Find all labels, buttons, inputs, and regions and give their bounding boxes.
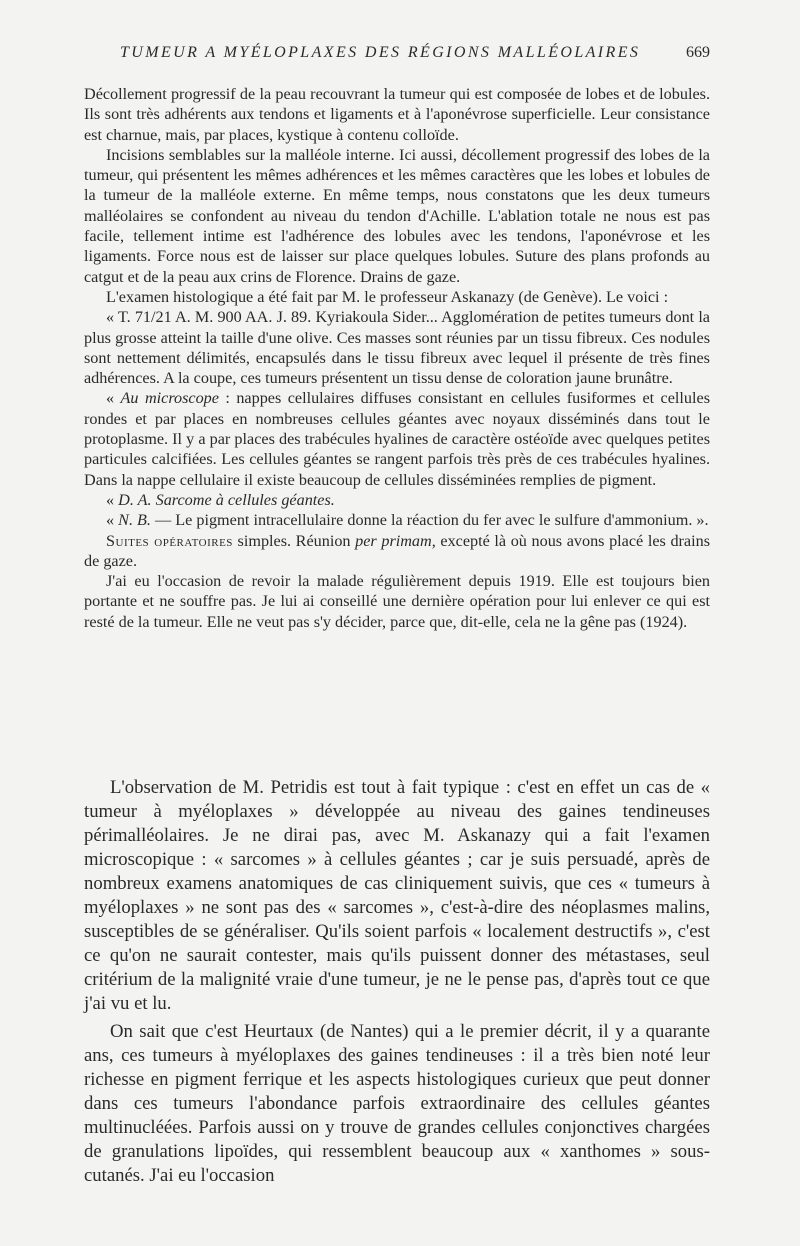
histology-quote — [84, 388, 710, 489]
histology-quote — [84, 490, 710, 510]
case-paragraph: L'examen histologique a été fait par M. le professeur Askanazy (de Genève). Le voici : — [106, 287, 669, 306]
quote-text: — Le pigment intracellulaire donne la réaction du fer avec le sulfure d'ammonium. ». — [150, 511, 709, 530]
discussion-paragraph: L'observation de M. Petridis est tout à fait typique : c'est en effet un cas de « tumeur à myéloplaxes » développée au niveau des gaines tendineuses périmalléolaires. Je ne dirai pas, avec M. Askanazy qui a fait l'examen microscopique : « sarcomes » à cellules géantes ; car je suis persuadé, après de nombreux examens anatomiques de cas cliniquement suivis, que ces « tumeurs à myéloplaxes » ne sont pas des « sarcomes », c'est-à-dire des néoplasmes malins, susceptibles de se généraliser. Qu'ils soient parfois « localement destructifs », c'est ce qu'on ne saurait contester, mais qu'ils puissent donner des métastases, seul critérium de la malignité vraie d'une tumeur, je ne le pense pas, d'après tout ce que j'ai vu et lu. — [84, 777, 710, 1014]
case-report-text — [84, 84, 710, 632]
italic-term: Au microscope — [120, 389, 219, 408]
discussion-paragraph: On sait que c'est Heurtaux (de Nantes) qui a le premier décrit, il y a quarante ans, ces tumeurs à myéloplaxes des gaines tendineuses : il a très bien noté leur richesse en pigment ferrique et les aspects histologiques curieux que peut donner dans ces tumeurs l'abondance parfois extraordinaire des cellules géantes multinucléées. Parfois aussi on y trouve de grandes cellules conjonctives chargées de granulations lipoïdes, qui ressemblent beaucoup aux « xanthomes » sous-cutanés. J'ai eu l'occasion — [84, 1021, 710, 1186]
smallcaps-heading: Suites opératoires — [106, 531, 233, 550]
paragraph-text: excepté là où nous avons placé les drains de gaze. — [84, 531, 711, 570]
case-paragraph: Incisions semblables sur la malléole interne. Ici aussi, décollement progressif des lobes de la tumeur, qui présentent les mêmes adhérences et les mêmes caractères que les lobes et lobules de la tumeur de la malléole externe. En même temps, nous constatons que les deux tumeurs malléolaires se confondent au niveau du tendon d'Achille. L'ablation totale ne nous est pas facile, tellement intime est l'adhérence des lobules avec les tendons, l'aponévrose et les ligaments. Force nous est de laisser sur place quelques lobules. Suture des plans profonds au catgut et de la peau aux crins de Florence. Drains de gaze. — [84, 145, 710, 286]
running-title: TUMEUR A MYÉLOPLAXES DES RÉGIONS MALLÉOLAIRES — [120, 44, 641, 61]
quote-mark: « — [106, 490, 119, 509]
quote-mark: « — [106, 511, 119, 530]
discussion-text — [84, 776, 710, 1188]
page-number: 669 — [686, 44, 710, 61]
page-header — [80, 38, 712, 68]
diagnosis-text: D. A. Sarcome à cellules géantes. — [118, 490, 335, 509]
quote-mark: « — [106, 389, 121, 408]
histology-quote — [84, 510, 710, 530]
italic-term: N. B. — [118, 511, 151, 530]
case-paragraph: J'ai eu l'occasion de revoir la malade régulièrement depuis 1919. Elle est toujours bien portante et ne souffre pas. Je lui ai conseillé une dernière opération pour lui enlever ce qui est resté de la tumeur. Elle ne veut pas s'y décider, parce que, dit-elle, cela ne la gêne pas (1924). — [84, 572, 710, 631]
case-paragraph: Décollement progressif de la peau recouvrant la tumeur qui est composée de lobes et de lobules. Ils sont très adhérents aux tendons et ligaments et à l'aponévrose superficielle. Leur consistance est charnue, mais, par places, kystique à contenu colloïde. — [84, 85, 710, 144]
italic-term: per primam, — [355, 531, 436, 550]
case-paragraph — [84, 531, 710, 572]
quote-text: : nappes cellulaires diffuses consistant en cellules fusiformes et cellules rondes et par places en nombreuses cellules géantes avec noyaux disséminés dans tout le protoplasme. Il y a par places des trabécules hyalines de caractère ostéoïde avec quelques petites particules calcifiées. Les cellules géantes se rangent parfois très près de ces trabécules hyalines. Dans la nappe cellulaire il existe beaucoup de cellules disséminées remplies de pigment. — [84, 389, 710, 489]
histology-quote: « T. 71/21 A. M. 900 AA. J. 89. Kyriakoula Sider... Agglomération de petites tumeurs dont la plus grosse atteint la taille d'une olive. Ces masses sont réunies par un tissu fibreux. Ces nodules sont nettement délimités, encapsulés dans le tissu fibreux avec lequel il présente de très fines adhérences. A la coupe, ces tumeurs présentent un tissu dense de coloration jaune brunâtre. — [84, 308, 710, 388]
paragraph-text: simples. Réunion — [232, 531, 356, 550]
